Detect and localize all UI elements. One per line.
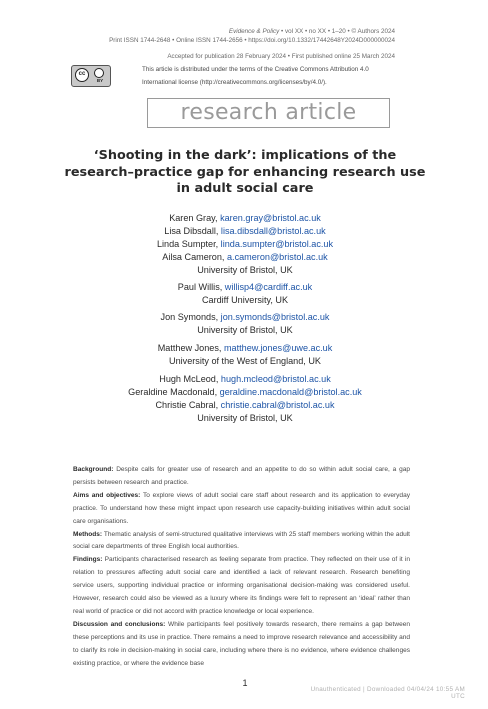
- author-entry: [60, 212, 430, 225]
- author-email-link[interactable]: jon.symonds@bristol.ac.uk: [220, 312, 330, 322]
- author-email-link[interactable]: geraldine.macdonald@bristol.ac.uk: [219, 387, 362, 397]
- author-name: Christie Cabral,: [155, 400, 221, 410]
- author-name: Paul Willis,: [177, 282, 225, 292]
- journal-header-line-3: Accepted for publication 28 February 2024 • First published online 25 March 2024: [167, 53, 395, 60]
- abstract-findings: [73, 554, 410, 619]
- author-entry: [60, 251, 430, 264]
- download-watermark: Unauthenticated | Downloaded 04/04/24 10:55 AM UTC: [310, 686, 465, 700]
- abstract-aims: [73, 490, 410, 529]
- author-name: Geraldine Macdonald,: [128, 387, 220, 397]
- author-entry: [60, 238, 430, 251]
- author-name: Hugh McLeod,: [159, 374, 221, 384]
- author-entry: [60, 386, 430, 399]
- abstract-text: Participants characterised research as feeling separate from practice. They reflected on their use of it in relation to pressures affecting adult social care and identified a lack of relevant research. Research benefiting service users, supporting individual practice or informing organisational decision-making was considered useful. However, research could also be viewed as a luxury where its findings were felt to represent an ‘ideal’ rather than real world of practice or did not accord with practice knowledge or local experience.: [73, 556, 410, 615]
- license-line-1: This article is distributed under the terms of the Creative Commons Attribution 4.0: [142, 66, 369, 73]
- journal-name: Evidence & Policy: [228, 28, 280, 35]
- cc-icon: cc: [75, 68, 89, 82]
- author-entry: [60, 311, 430, 324]
- journal-volume-info: • vol XX • no XX • 1–20 • © Authors 2024: [279, 28, 395, 35]
- abstract-discussion: [73, 619, 410, 671]
- abstract-label: Methods:: [73, 530, 103, 538]
- author-affiliation: University of Bristol, UK: [197, 265, 293, 275]
- author-email-link[interactable]: linda.sumpter@bristol.ac.uk: [220, 239, 334, 249]
- creative-commons-badge: [71, 65, 111, 87]
- person-icon: [94, 68, 104, 78]
- abstract-label: Findings:: [73, 556, 103, 564]
- abstract-background: [73, 464, 410, 490]
- author-name: Linda Sumpter,: [156, 239, 221, 249]
- author-email-link[interactable]: willisp4@cardiff.ac.uk: [224, 282, 313, 292]
- by-label: BY: [96, 78, 104, 83]
- abstract-text: Despite calls for greater use of research and an appetite to do so within adult social care, a gap persists between research and practice.: [73, 466, 410, 486]
- author-affiliation: University of the West of England, UK: [169, 356, 321, 366]
- journal-header-line-1: [60, 27, 395, 36]
- abstract: [73, 464, 410, 671]
- author-name: Ailsa Cameron,: [162, 252, 227, 262]
- abstract-text: Thematic analysis of semi-structured qualitative interviews with 25 staff members working within the adult social care departments of three English local authorities.: [73, 530, 410, 551]
- author-name: Jon Symonds,: [160, 312, 221, 322]
- author-entry: [60, 342, 430, 355]
- abstract-label: Background:: [73, 466, 114, 473]
- author-email-link[interactable]: karen.gray@bristol.ac.uk: [220, 213, 321, 223]
- abstract-label: Aims and objectives:: [73, 491, 141, 499]
- article-title: ‘Shooting in the dark’: implications of the research–practice gap for enhancing research use in adult social care: [64, 148, 426, 197]
- author-name: Karen Gray,: [169, 213, 221, 223]
- page-number: 1: [242, 678, 248, 688]
- abstract-text: To explore views of adult social care staff about research and its application to everyday practice. To understand how these might impact upon research use capacity-building initiatives within adult social care organisations.: [73, 491, 410, 525]
- author-entry: [60, 225, 430, 238]
- abstract-label: Discussion and conclusions:: [73, 620, 166, 628]
- author-email-link[interactable]: a.cameron@bristol.ac.uk: [226, 252, 328, 262]
- author-entry: [60, 373, 430, 386]
- license-line-2: International license (http://creativecommons.org/licenses/by/4.0/).: [142, 79, 327, 86]
- abstract-methods: [73, 529, 410, 555]
- author-affiliation: University of Bristol, UK: [197, 413, 293, 423]
- journal-header-line-2: Print ISSN 1744-2648 • Online ISSN 1744-2656 • https://doi.org/10.1332/17442648Y2024D000000024: [109, 37, 395, 44]
- author-email-link[interactable]: lisa.dibsdall@bristol.ac.uk: [220, 226, 326, 236]
- author-affiliation: University of Bristol, UK: [197, 325, 293, 335]
- author-email-link[interactable]: hugh.mcleod@bristol.ac.uk: [220, 374, 331, 384]
- author-entry: [60, 281, 430, 294]
- author-entry: [60, 399, 430, 412]
- author-email-link[interactable]: matthew.jones@uwe.ac.uk: [223, 343, 333, 353]
- author-name: Matthew Jones,: [157, 343, 224, 353]
- author-email-link[interactable]: christie.cabral@bristol.ac.uk: [220, 400, 335, 410]
- abstract-text: While participants feel positively towards research, there remains a gap between these perceptions and its use in practice. There remains a need to improve research relevance and accessibility and to clarify its role in decision-making in social care, including where there is no evidence, where evidence challenges existing practice, or where the evidence base: [73, 620, 410, 667]
- article-type-banner: research article: [147, 98, 390, 128]
- author-name: Lisa Dibsdall,: [164, 226, 221, 236]
- author-affiliation: Cardiff University, UK: [201, 295, 289, 305]
